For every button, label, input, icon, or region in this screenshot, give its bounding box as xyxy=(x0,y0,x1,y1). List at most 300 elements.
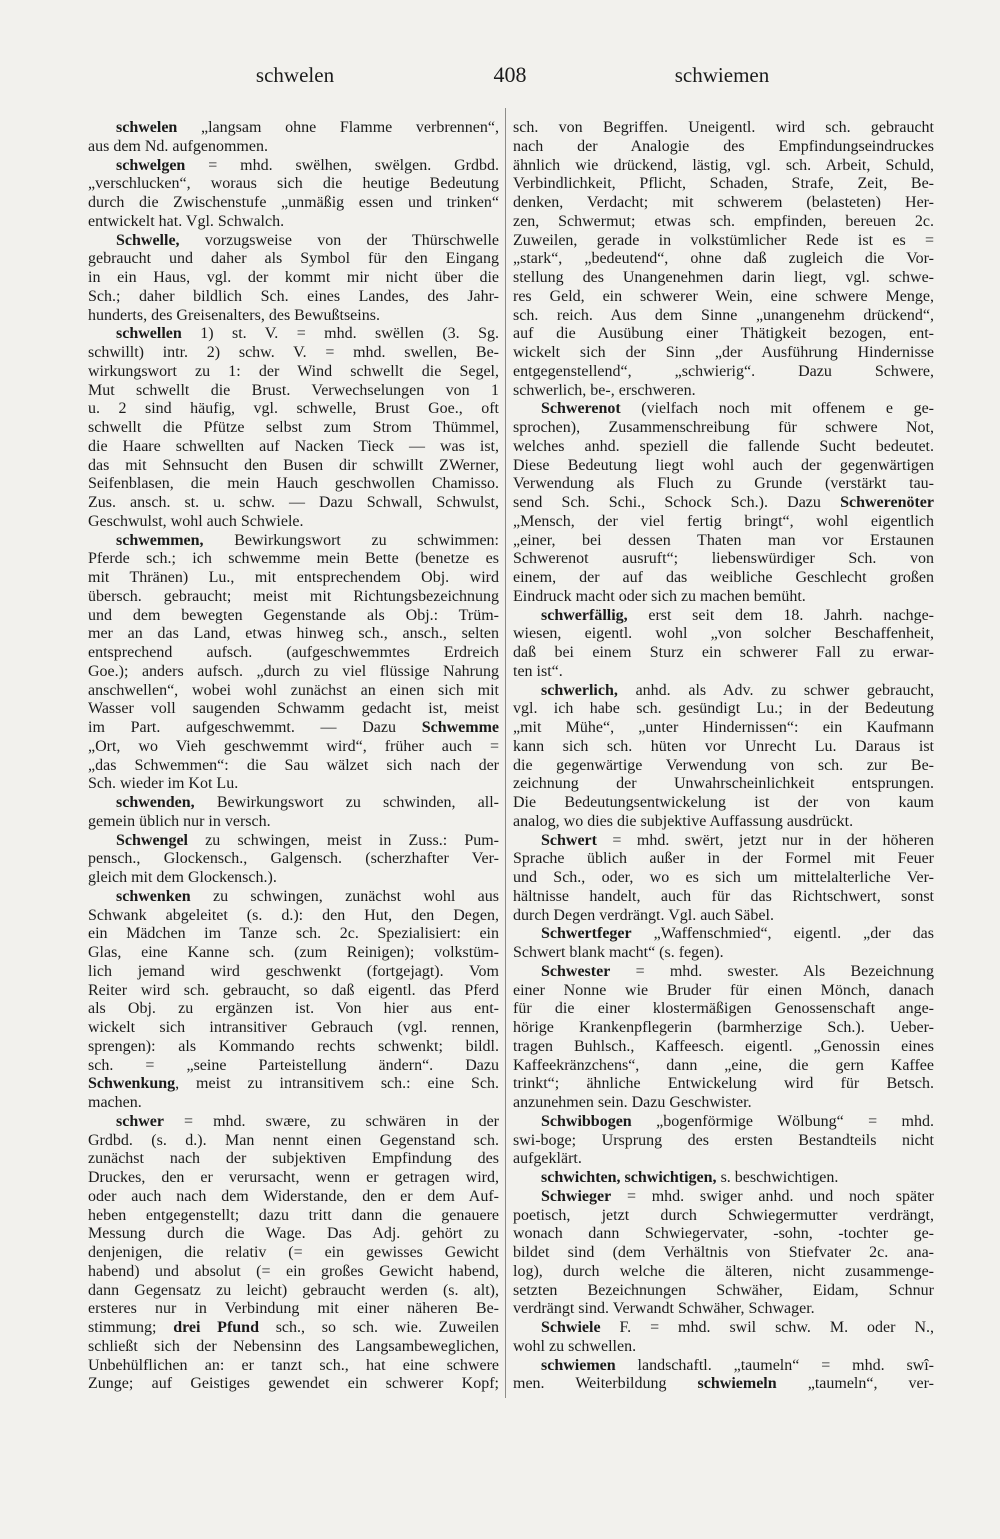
line-text: s. beschwichtigen. xyxy=(716,1169,839,1186)
text-line xyxy=(88,1338,499,1357)
headword: Schwemme xyxy=(421,719,499,736)
line-text: log), durch welche die älteren, nicht zusammenge- xyxy=(513,1262,934,1280)
line-text: das mit Sehnsucht den Busen dir schwillt ZWerner, xyxy=(88,456,499,474)
line-text: gleich mit dem Glockensch.). xyxy=(88,869,277,886)
headword: schwerfällig, xyxy=(541,606,628,624)
line-text: , meist zu intransitivem sch.: eine Sch. xyxy=(175,1075,499,1093)
line-text: men. Weiterbildung xyxy=(513,1375,698,1393)
line-text: swi-boge; Ursprung des ersten Bestandteils nicht xyxy=(513,1131,934,1149)
text-line xyxy=(88,194,499,213)
line-text: gemein üblich nur in versch. xyxy=(88,812,271,830)
text-line xyxy=(88,307,499,326)
text-line xyxy=(88,625,499,644)
text-line xyxy=(513,269,934,288)
text-line xyxy=(88,869,499,888)
text-line xyxy=(88,400,499,419)
line-text: Die Bedeutungsentwickelung ist der von kaum xyxy=(513,794,934,811)
line-text: durch die Zwischenstufe „unmäßig essen und trinken“ xyxy=(88,194,499,211)
line-text: oder auch nach dem Widerstande, den er dem Auf- xyxy=(88,1187,499,1205)
line-text: entsprechend aufsch. (aufgeschwemmtes Erdreich xyxy=(88,644,499,661)
headword: schwiemeln xyxy=(697,1375,777,1393)
line-text: send Sch. Schi., Schock Sch.). Dazu xyxy=(513,494,841,511)
line-text: als Obj. zu ergänzen ist. Von hier aus ent- xyxy=(88,1000,499,1018)
line-text: zu schwingen, zunächst wohl aus xyxy=(190,887,499,905)
line-text: schwerlich, be-, erschweren. xyxy=(513,381,696,399)
running-head-right: schwiemen xyxy=(674,63,770,87)
line-text: Wasser voll saugenden Schwamm gedacht ist, meist xyxy=(88,700,499,718)
text-line xyxy=(88,644,499,663)
line-text: aufgeklärt. xyxy=(513,1150,582,1168)
headword: schwer xyxy=(116,1112,164,1130)
text-line xyxy=(88,1038,499,1057)
line-text: res Geld, ein schwerer Wein, eine schwere Menge, xyxy=(513,287,934,305)
line-text: wickelt sich intransitiver Gebrauch (vgl. rennen, xyxy=(88,1019,499,1036)
line-text: anzunehmen sein. Dazu Geschwister. xyxy=(513,1094,752,1111)
text-line xyxy=(513,1319,934,1338)
line-text: Kaffeekränzchens“, dann „eine, die gern Kaffee xyxy=(513,1056,934,1074)
headword: schwenken xyxy=(116,887,191,905)
text-line xyxy=(88,475,499,494)
line-text: schwillt) intr. 2) schw. V. = mhd. swellen, Be- xyxy=(88,344,499,361)
text-line xyxy=(513,738,934,757)
line-text: = mhd. swërt, jetzt nur in der höheren xyxy=(596,831,934,849)
line-text: Reiter wird sch. gebraucht, so daß eigentl. das Pferd xyxy=(88,981,499,999)
dictionary-entry xyxy=(88,325,499,531)
text-line xyxy=(88,532,499,551)
dictionary-entry xyxy=(88,232,499,326)
text-line xyxy=(88,363,499,382)
text-line xyxy=(88,944,499,963)
headword: Schwert xyxy=(541,831,597,849)
line-text: hörige Krankenpflegerin (barmherzige Sch.). Ueber- xyxy=(513,1019,934,1036)
line-text: Verwendung als Fluch zu Grunde (verstärkt tau- xyxy=(513,475,934,493)
text-line xyxy=(513,869,934,888)
line-text: die Haare schwellten auf Nacken Tieck — was ist, xyxy=(88,437,499,455)
text-line xyxy=(513,1150,934,1169)
text-line xyxy=(513,1338,934,1357)
text-line xyxy=(88,1188,499,1207)
line-text: aus dem Nd. aufgenommen. xyxy=(88,137,268,155)
text-line xyxy=(513,363,934,382)
text-line xyxy=(513,550,934,569)
text-line xyxy=(513,1132,934,1151)
text-line xyxy=(88,175,499,194)
line-text: wirkungswort zu 1: der Wind schwellt die Segel, xyxy=(88,362,499,380)
text-line xyxy=(513,963,934,982)
line-text: denjenigen, die relativ (= ein gewisses Gewicht xyxy=(88,1244,499,1261)
line-text: trinkt“; ähnliche Entwickelung wird für Betsch. xyxy=(513,1075,934,1093)
dictionary-entry xyxy=(88,1113,499,1394)
line-text: mer an das Land, etwas hinweg sch., ansch., selten xyxy=(88,625,499,643)
line-text: anhd. als Adv. zu schwer gebraucht, xyxy=(617,681,934,699)
headword: Schwenkung xyxy=(88,1075,176,1093)
text-line xyxy=(513,532,934,551)
line-text: „mit Mühe“, „unter Hindernissen“: ein Kaufmann xyxy=(513,719,934,736)
text-line xyxy=(88,250,499,269)
line-text: sch. reich. Aus dem Sinne „unangenehm drückend“, xyxy=(513,306,934,324)
line-text: sprengen): als Kommando rechts schwenkt; bildl. xyxy=(88,1037,499,1055)
text-line xyxy=(513,944,934,963)
text-line xyxy=(88,1357,499,1376)
text-line xyxy=(513,1225,934,1244)
text-line xyxy=(513,288,934,307)
text-line xyxy=(88,438,499,457)
text-line xyxy=(88,1319,499,1338)
headword: schwelgen xyxy=(116,156,186,174)
line-text: kann sich sch. hüten vor Unrecht Lu. Daraus ist xyxy=(513,737,934,755)
text-line xyxy=(88,663,499,682)
line-text: = mhd. swëlhen, swëlgen. Grdbd. xyxy=(185,156,499,174)
text-line xyxy=(88,757,499,776)
column-divider xyxy=(505,108,506,1398)
text-line xyxy=(88,813,499,832)
text-line xyxy=(88,1300,499,1319)
headword: Schwibbogen xyxy=(541,1112,632,1130)
line-text: habend) und absolut (= ein großes Gewicht habend, xyxy=(88,1262,499,1280)
line-text: „langsam ohne Flamme verbrennen“, xyxy=(177,119,499,136)
line-text: Zuweilen, gerade in volkstümlicher Rede ist es = xyxy=(513,231,934,249)
headword: drei Pfund xyxy=(173,1319,259,1336)
left-column xyxy=(88,119,499,1394)
dictionary-entry xyxy=(513,682,934,832)
text-line xyxy=(88,1225,499,1244)
text-line xyxy=(88,382,499,401)
line-text: „taumeln“, ver- xyxy=(776,1375,934,1393)
text-line xyxy=(88,288,499,307)
text-line xyxy=(88,738,499,757)
text-line xyxy=(88,119,499,138)
text-line xyxy=(513,1057,934,1076)
line-text: anschwellen“, wobei wohl zunächst an einen sich mit xyxy=(88,681,499,699)
text-line xyxy=(88,1207,499,1226)
line-text: lich jemand wird geschwenkt (fortgejagt). Vom xyxy=(88,962,499,980)
text-line xyxy=(513,982,934,1001)
headword: schwellen xyxy=(116,325,182,343)
dictionary-entry xyxy=(88,888,499,1113)
text-line xyxy=(88,1375,499,1394)
text-line xyxy=(88,1150,499,1169)
text-line xyxy=(88,682,499,701)
text-line xyxy=(513,475,934,494)
headword: Schwester xyxy=(541,962,611,980)
headword: Schwerenöter xyxy=(840,494,934,511)
line-text: „Ort, wo Vieh geschwemmt wird“, früher auch = xyxy=(88,737,499,755)
text-line xyxy=(88,925,499,944)
text-line xyxy=(513,719,934,738)
text-line xyxy=(513,888,934,907)
text-line xyxy=(88,832,499,851)
text-line xyxy=(513,663,934,682)
line-text: pensch., Glockensch., Galgensch. (scherzhafter Ver- xyxy=(88,850,499,868)
text-line xyxy=(513,250,934,269)
text-line xyxy=(513,1075,934,1094)
line-text: zunächst nach der subjektiven Empfindung des xyxy=(88,1150,499,1168)
text-line xyxy=(513,513,934,532)
text-line xyxy=(513,1282,934,1301)
headword: schwenden, xyxy=(116,794,195,811)
text-line xyxy=(88,907,499,926)
text-line xyxy=(88,269,499,288)
line-text: stellung des Unangenehmen darin liegt, vgl. schwe- xyxy=(513,269,934,286)
running-head-left: schwelen xyxy=(255,63,335,87)
text-line xyxy=(88,232,499,251)
dictionary-entry xyxy=(513,925,934,963)
line-text: Goe.); anders aufsch. „durch zu viel flüssige Nahrung xyxy=(88,662,499,680)
text-line xyxy=(88,607,499,626)
headword: schwichten, schwichtigen, xyxy=(541,1169,717,1186)
line-text: und Sch., oder, wo es sich um mittelalterliche Ver- xyxy=(513,869,934,886)
text-line xyxy=(88,1132,499,1151)
line-text: u. 2 sind häufig, vgl. schwelle, Brust Goe., oft xyxy=(88,400,499,418)
line-text: heben entgegenstellt; dazu tritt dann die genauere xyxy=(88,1206,499,1224)
line-text: daß bei einem Sturz ein schwerer Fall zu erwar- xyxy=(513,644,934,661)
text-line xyxy=(513,457,934,476)
line-text: zu schwingen, meist in Zuss.: Pum- xyxy=(188,831,499,849)
text-line xyxy=(513,832,934,851)
text-line xyxy=(88,700,499,719)
line-text: Sch.; daher bildlich Sch. eines Landes, des Jahr- xyxy=(88,287,499,305)
dictionary-entry xyxy=(513,400,934,606)
line-text: analog, wo dies die subjektive Auffassung ausdrückt. xyxy=(513,812,854,830)
text-line xyxy=(513,1244,934,1263)
line-text: hunderts, des Greisenalters, des Bewußtseins. xyxy=(88,306,380,324)
line-text: sch. = „seine Parteistellung ändern“. Dazu xyxy=(88,1056,499,1074)
line-text: die gegenwärtige Verwendung von sch. zur Be- xyxy=(513,756,934,774)
line-text: Geschwulst, wohl auch Schwiele. xyxy=(88,512,304,530)
text-line xyxy=(513,175,934,194)
text-line xyxy=(88,494,499,513)
line-text: Seifenblasen, die mein Hauch geschwollen Chamisso. xyxy=(88,475,499,493)
line-text: Schwerenot ausruft“; liebenswürdiger Sch. von xyxy=(513,550,934,568)
text-line xyxy=(88,1113,499,1132)
text-line xyxy=(513,1038,934,1057)
line-text: mit Thränen) Lu., mit entsprechendem Obj. wird xyxy=(88,569,499,586)
line-text: dann Gegensatz zu leicht) gebraucht werden (s. alt), xyxy=(88,1281,499,1299)
line-text: setzten Bezeichnungen Schwäher, Eidam, Schnur xyxy=(513,1281,934,1299)
line-text: durch Degen verdrängt. Vgl. auch Säbel. xyxy=(513,906,774,924)
line-text: (vielfach noch mit offenem e ge- xyxy=(620,400,934,418)
text-line xyxy=(88,138,499,157)
text-line xyxy=(88,1244,499,1263)
text-line xyxy=(513,569,934,588)
line-text: ersteres nur in Verbindung mit einer näheren Be- xyxy=(88,1300,499,1318)
text-line xyxy=(513,344,934,363)
text-line xyxy=(88,963,499,982)
text-line xyxy=(513,607,934,626)
headword: Schwiele xyxy=(541,1319,601,1336)
text-line xyxy=(88,1075,499,1094)
text-line xyxy=(88,1169,499,1188)
text-line xyxy=(513,1357,934,1376)
line-text: ähnlich wie drückend, lästig, vgl. sch. Arbeit, Schuld, xyxy=(513,156,934,174)
text-line xyxy=(513,307,934,326)
line-text: ein Mädchen im Tanze sch. 2c. Spezialisiert: ein xyxy=(88,925,499,943)
line-text: machen. xyxy=(88,1094,142,1111)
line-text: landschaftl. „taumeln“ = mhd. swî- xyxy=(615,1356,934,1374)
text-line xyxy=(88,719,499,738)
line-text: = mhd. swære, zu schwären in der xyxy=(163,1112,499,1130)
text-line xyxy=(88,513,499,532)
line-text: denken, Verdacht; mit schwerem (belasteten) Her- xyxy=(513,194,934,211)
text-line xyxy=(88,457,499,476)
line-text: Mut schwellt die Brust. Verwechselungen von 1 xyxy=(88,381,499,399)
line-text: Zus. ansch. st. u. schw. — Dazu Schwall, Schwulst, xyxy=(88,494,499,511)
text-line xyxy=(513,1113,934,1132)
text-line xyxy=(513,700,934,719)
text-line xyxy=(88,1019,499,1038)
line-text: schließt sich der Nebensinn des Langsambeweglichen, xyxy=(88,1337,499,1355)
line-text: Verbindlichkeit, Pflicht, Schaden, Strafe, Zeit, Be- xyxy=(513,175,934,193)
line-text: für die einer klostermäßigen Genossenschaft ange- xyxy=(513,1000,934,1018)
line-text: sch. von Begriffen. Uneigentl. wird sch. gebraucht xyxy=(513,119,934,136)
line-text: entgegenstellend“, „schwierig“. Dazu Schwere, xyxy=(513,362,934,380)
text-line xyxy=(513,157,934,176)
text-line xyxy=(513,119,934,138)
line-text: Grdbd. (s. d.). Man nennt einen Gegenstand sch. xyxy=(88,1131,499,1149)
headword: Schwieger xyxy=(541,1187,612,1205)
dictionary-entry xyxy=(513,119,934,400)
line-text: und dem bewegten Gegenstande als Obj.: Trüm- xyxy=(88,606,499,624)
text-line xyxy=(88,794,499,813)
line-text: hältnisse handelt, auch für das Richtschwert, sonst xyxy=(513,887,934,905)
text-line xyxy=(513,1375,934,1394)
line-text: Sprache üblich außer in der Formel mit Feuer xyxy=(513,850,934,868)
line-text: übersch. gebraucht; meist mit Richtungsbezeichnung xyxy=(88,587,499,605)
text-line xyxy=(88,1263,499,1282)
text-line xyxy=(513,757,934,776)
headword: Schwerenot xyxy=(541,400,621,418)
line-text: einer Nonne wie Bruder für einen Mönch, danach xyxy=(513,981,934,999)
text-line xyxy=(513,138,934,157)
text-line xyxy=(513,850,934,869)
dictionary-entry xyxy=(513,832,934,926)
text-line xyxy=(513,682,934,701)
text-line xyxy=(88,982,499,1001)
text-line xyxy=(88,550,499,569)
line-text: Eindruck macht oder sich zu machen bemüht. xyxy=(513,587,806,605)
text-line xyxy=(88,157,499,176)
text-line xyxy=(513,813,934,832)
text-line xyxy=(88,344,499,363)
line-text: wohl zu schwellen. xyxy=(513,1337,637,1355)
line-text: Schwert blank macht“ (s. fegen). xyxy=(513,944,724,961)
line-text: Druckes, den er verursacht, wenn er getragen wird, xyxy=(88,1169,499,1186)
line-text: entwickelt hat. Vgl. Schwalch. xyxy=(88,212,285,230)
line-text: nach der Analogie des Empfindungseindruckes xyxy=(513,137,934,155)
line-text: Bewirkungswort zu schwinden, all- xyxy=(194,794,499,811)
dictionary-entry xyxy=(88,119,499,157)
text-line xyxy=(513,1188,934,1207)
text-line xyxy=(513,1019,934,1038)
text-line xyxy=(513,775,934,794)
dictionary-entry xyxy=(513,963,934,1113)
dictionary-entry xyxy=(513,1188,934,1319)
text-line xyxy=(88,850,499,869)
line-text: F. = mhd. swil schw. M. oder N., xyxy=(600,1319,934,1336)
line-text: verdrängt sind. Verwandt Schwäher, Schwager. xyxy=(513,1300,815,1318)
line-text: Bewirkungswort zu schwimmen: xyxy=(203,531,499,549)
text-line xyxy=(513,794,934,813)
line-text: Diese Bedeutung liegt wohl auch der gegenwärtigen xyxy=(513,456,934,474)
text-line xyxy=(88,1282,499,1301)
line-text: vorzugsweise von der Thürschwelle xyxy=(179,231,499,249)
dictionary-entry xyxy=(88,794,499,832)
line-text: „das Schwemmen“: die Sau wälzet sich nach der xyxy=(88,756,499,774)
line-text: wiesen, eigentl. wohl „von solcher Beschaffenheit, xyxy=(513,625,934,643)
line-text: im Part. aufgeschwemmt. — Dazu xyxy=(88,719,422,736)
headword: schwelen xyxy=(116,119,178,136)
text-line xyxy=(513,925,934,944)
headword: schwiemen xyxy=(541,1356,616,1374)
line-text: tragen Buhlsch., Kaffeesch. eigentl. „Genossin eines xyxy=(513,1037,934,1055)
line-text: „verschlucken“, woraus sich die heutige Bedeutung xyxy=(88,175,499,193)
line-text: einem, der auf das weibliche Geschlecht großen xyxy=(513,569,934,586)
line-text: Pferde sch.; ich schwemme mein Bette (benetze es xyxy=(88,550,499,568)
headword: Schwengel xyxy=(116,831,188,849)
dictionary-entry xyxy=(88,157,499,232)
text-line xyxy=(513,644,934,663)
text-line xyxy=(88,419,499,438)
text-line xyxy=(513,194,934,213)
line-text: wonach dann Schwiegervater, -sohn, -tochter ge- xyxy=(513,1225,934,1243)
line-text: Zunge; auf Geistiges gewendet ein schwerer Kopf; xyxy=(88,1375,499,1393)
line-text: welches anhd. speziell die fallende Sucht bedeutet. xyxy=(513,437,934,455)
line-text: schwellt die Pfütze selbst zum Strom Thümmel, xyxy=(88,419,499,436)
line-text: sprochen), Zusammenschreibung für schwere Not, xyxy=(513,419,934,436)
text-line xyxy=(88,1000,499,1019)
text-line xyxy=(88,1057,499,1076)
headword: schwerlich, xyxy=(541,681,618,699)
line-text: poetisch, jetzt durch Schwiegermutter verdrängt, xyxy=(513,1206,934,1224)
dictionary-entry xyxy=(513,607,934,682)
text-line xyxy=(513,907,934,926)
text-line xyxy=(513,494,934,513)
line-text: „bogenförmige Wölbung“ = mhd. xyxy=(631,1112,934,1130)
line-text: stimmung; xyxy=(88,1319,174,1336)
line-text: sch., so sch. wie. Zuweilen xyxy=(258,1319,500,1336)
text-line xyxy=(513,1094,934,1113)
text-line xyxy=(513,400,934,419)
line-text: in ein Haus, vgl. der kommt mir nicht über die xyxy=(88,269,499,286)
text-line xyxy=(88,569,499,588)
text-line xyxy=(513,1300,934,1319)
text-line xyxy=(513,325,934,344)
headword: schwemmen, xyxy=(116,531,204,549)
headword: Schwertfeger xyxy=(541,925,632,943)
dictionary-entry xyxy=(88,532,499,795)
line-text: ten ist“. xyxy=(513,662,563,680)
dictionary-entry xyxy=(88,832,499,888)
line-text: zen, Schwermut; etwas sch. empfinden, bereuen 2c. xyxy=(513,212,934,230)
line-text: Schwank abgeleitet (s. d.): den Hut, den Degen, xyxy=(88,906,499,924)
text-line xyxy=(513,438,934,457)
text-line xyxy=(88,325,499,344)
text-line xyxy=(88,888,499,907)
line-text: Glas, eine Kanne sch. (zum Reinigen); volkstüm- xyxy=(88,944,499,961)
text-line xyxy=(88,1094,499,1113)
text-line xyxy=(513,382,934,401)
text-line xyxy=(513,419,934,438)
text-line xyxy=(513,1263,934,1282)
line-text: Unbehülflichen an: er tanzt sch., hat eine schwere xyxy=(88,1356,499,1374)
text-line xyxy=(513,1000,934,1019)
line-text: erst seit dem 18. Jahrh. nachge- xyxy=(627,606,934,624)
line-text: vgl. ich habe sch. gesündigt Lu.; in der Bedeutung xyxy=(513,700,934,718)
line-text: bildet sind (dem Verhältnis von Stiefvater 2c. ana- xyxy=(513,1244,934,1261)
text-line xyxy=(513,213,934,232)
line-text: „Waffenschmied“, eigentl. „der das xyxy=(631,925,934,943)
line-text: Messung durch die Wage. Das Adj. gehört zu xyxy=(88,1225,499,1243)
